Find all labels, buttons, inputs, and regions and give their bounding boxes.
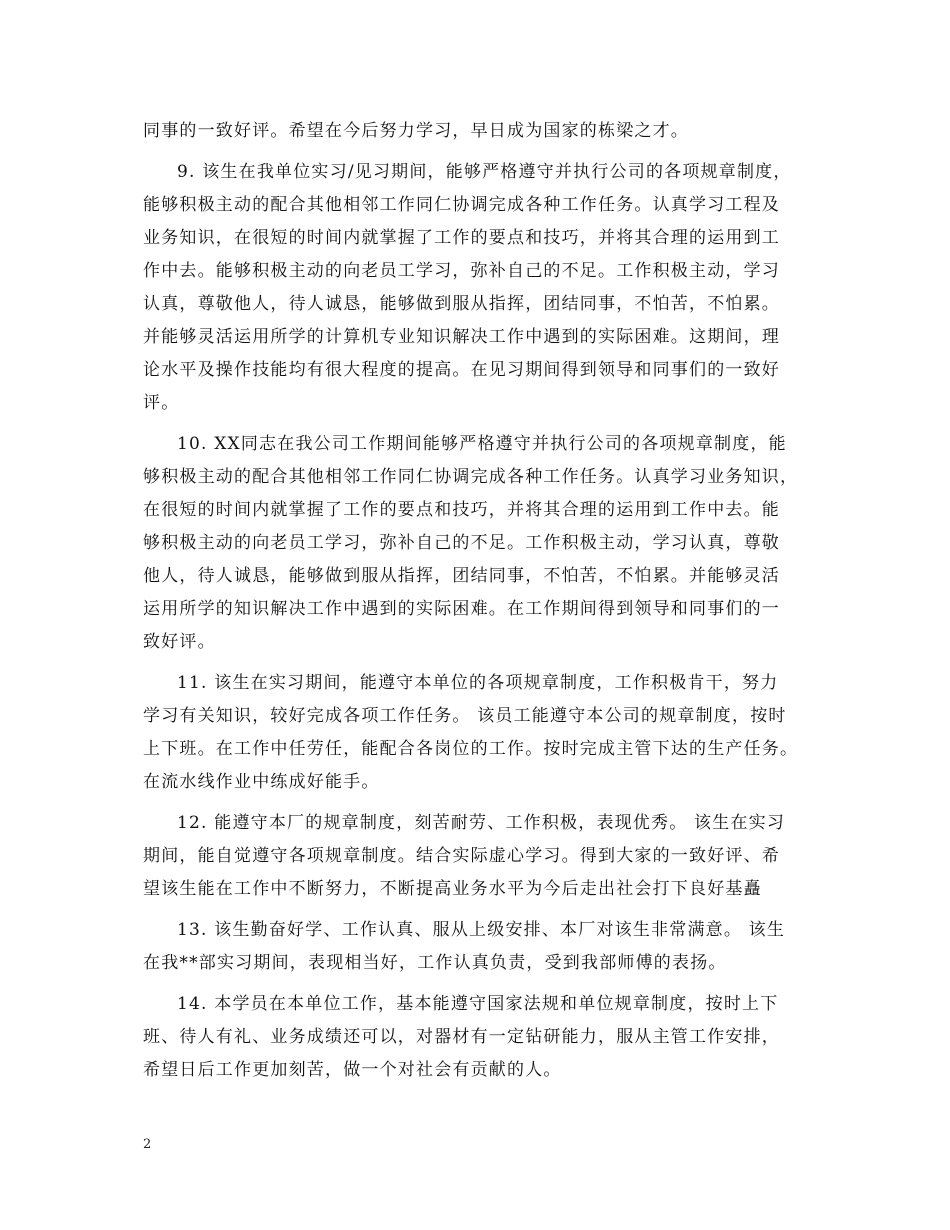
paragraph-line: 够积极主动的向老员工学习，弥补自己的不足。工作积极主动，学习认真，尊敬: [143, 533, 780, 553]
paragraph-continuation: [143, 115, 833, 148]
paragraph-line: 14. 本学员在本单位工作，基本能遵守国家法规和单位规章制度，按时上下: [177, 994, 779, 1014]
paragraph-line: 并能够灵活运用所学的计算机专业知识解决工作中遇到的实际困难。这期间，理: [143, 327, 780, 347]
paragraph-line: 同事的一致好评。希望在今后努力学习，早日成为国家的栋梁之才。: [143, 121, 689, 141]
paragraph-line: 作中去。能够积极主动的向老员工学习，弥补自己的不足。工作积极主动，学习: [143, 261, 780, 281]
paragraph-line: 希望日后工作更加刻苦，做一个对社会有贡献的人。: [143, 1060, 562, 1080]
paragraph-line: 在我**部实习期间，表现相当好，工作认真负责，受到我部师傅的表扬。: [143, 953, 727, 973]
paragraph-line: 够积极主动的配合其他相邻工作同仁协调完成各种工作任务。认真学习业务知识，: [143, 467, 799, 487]
paragraph-line: 望该生能在工作中不断努力，不断提高业务水平为今后走出社会打下良好基矗: [143, 879, 762, 899]
paragraph-line: 学习有关知识，较好完成各项工作任务。 该员工能遵守本公司的规章制度，按时: [143, 706, 787, 726]
paragraph-line: 在流水线作业中练成好能手。: [143, 772, 380, 792]
paragraph-line: 致好评。: [143, 632, 216, 652]
paragraph-line: 班、待人有礼、业务成绩还可以，对器材有一定钻研能力，服从主管工作安排，: [143, 1027, 780, 1047]
page-number: 2: [143, 1137, 152, 1152]
paragraph-line: 认真，尊敬他人，待人诚恳，能够做到服从指挥，团结同事，不怕苦，不怕累。: [143, 294, 780, 314]
document-body: [143, 115, 833, 1087]
paragraph-line: 能够积极主动的配合其他相邻工作同仁协调完成各种工作任务。认真学习工程及: [143, 195, 780, 215]
paragraph-line: 业务知识，在很短的时间内就掌握了工作的要点和技巧，并将其合理的运用到工: [143, 228, 780, 248]
paragraph-item-9: [143, 156, 833, 420]
paragraph-line: 他人，待人诚恳，能够做到服从指挥，团结同事，不怕苦，不怕累。并能够灵活: [143, 566, 780, 586]
paragraph-item-10: [143, 428, 833, 659]
paragraph-line: 10. XX同志在我公司工作期间能够严格遵守并执行公司的各项规章制度，能: [177, 434, 787, 454]
paragraph-line: 期间，能自觉遵守各项规章制度。结合实际虚心学习。得到大家的一致好评、希: [143, 846, 780, 866]
paragraph-line: 9. 该生在我单位实习/见习期间，能够严格遵守并执行公司的各项规章制度，: [177, 162, 792, 182]
paragraph-item-12: [143, 807, 833, 906]
paragraph-item-14: [143, 988, 833, 1087]
paragraph-line: 12. 能遵守本厂的规章制度，刻苦耐劳、工作积极，表现优秀。 该生在实习: [177, 813, 786, 833]
paragraph-line: 评。: [143, 393, 180, 413]
paragraph-line: 运用所学的知识解决工作中遇到的实际困难。在工作期间得到领导和同事们的一: [143, 599, 780, 619]
paragraph-line: 上下班。在工作中任劳任，能配合各岗位的工作。按时完成主管下达的生产任务。: [143, 739, 799, 759]
paragraph-item-11: [143, 667, 833, 799]
paragraph-line: 在很短的时间内就掌握了工作的要点和技巧，并将其合理的运用到工作中去。能: [143, 500, 780, 520]
paragraph-line: 13. 该生勤奋好学、工作认真、服从上级安排、本厂对该生非常满意。 该生: [177, 920, 786, 940]
paragraph-line: 论水平及操作技能均有很大程度的提高。在见习期间得到领导和同事们的一致好: [143, 360, 780, 380]
paragraph-line: 11. 该生在实习期间，能遵守本单位的各项规章制度，工作积极肯干，努力: [177, 673, 779, 693]
paragraph-item-13: [143, 914, 833, 980]
